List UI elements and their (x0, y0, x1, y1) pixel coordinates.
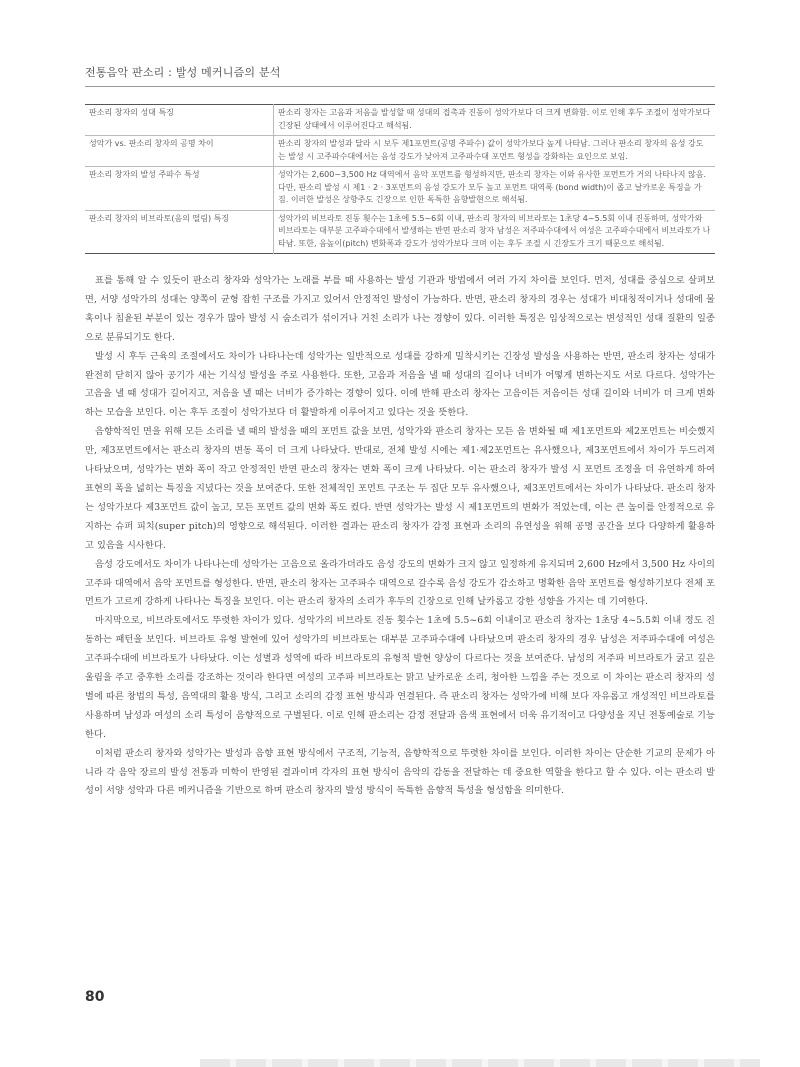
adjacent-page-strip (200, 1059, 760, 1067)
comparison-table-container (85, 104, 715, 254)
table-cell-category: 판소리 창자의 비브라토(음의 떨림) 특징 (85, 210, 274, 254)
table-cell-category: 판소리 창자의 성대 특징 (85, 105, 274, 136)
body-paragraph: 발성 시 후두 근육의 조절에서도 차이가 나타나는데 성악가는 일반적으로 성대를 강하게 밀착시키는 긴장성 발성을 사용하는 반면, 판소리 창자는 성대가 완전히 닫히지 않아 공기가 새는 기식성 발성을 주로 사용한다. 또한, 고음과 저음을 낼 때 성대의 길이나 너비가 어떻게 변하는지도 서로 다르다. 성악가는 고음을 낼 때 성대가 길어지고, 저음을 낼 때는 너비가 증가하는 경향이 있다. 이에 반해 판소리 창자는 고음이든 저음이든 성대 길이와 너비가 더 크게 변화하는 모습을 보인다. 이는 후두 조절이 성악가보다 더 활발하게 이루어지고 있다는 것을 뜻한다. (85, 350, 715, 419)
table-row (85, 105, 715, 136)
body-paragraph: 음성 강도에서도 차이가 나타나는데 성악가는 고음으로 올라가더라도 음성 강도의 변화가 크지 않고 일정하게 유지되며 2,600 Hz에서 3,500 Hz 사이의 고주파 대역에서 음악 포먼트를 형성한다. 반면, 판소리 창자는 고주파수 대역으로 갈수록 음성 강도가 감소하고 명확한 음악 포먼트를 형성하기보다 전체 포먼트가 고르게 강하게 나타나는 특징을 보인다. 이는 판소리 창자의 소리가 후두의 긴장으로 인해 날카롭고 강한 성향을 가지는 데 기여한다. (85, 558, 715, 608)
running-header: 전통음악 판소리 : 발성 메커니즘의 분석 (85, 66, 281, 79)
body-text (85, 272, 715, 801)
body-paragraph: 마지막으로, 비브라토에서도 뚜렷한 차이가 있다. 성악가의 비브라토 진동 횟수는 1초에 5.5~6회 이내이고 판소리 창자는 1초당 4~5.5회 이내 정도 진동하는 패턴을 보인다. 비브라토 유형 발현에 있어 성악가의 비브라토는 대부분 고주파수대에 나타났으며 판소리 창자의 경우 남성은 저주파수대에 여성은 고주파수대에 비브라토가 나타났다. 이는 성별과 성역에 따라 비브라토의 유형적 발현 양상이 다르다는 것을 보여준다. 남성의 저주파 비브라토가 굵고 깊은 울림을 주고 중후한 소리를 강조하는 것이라 한다면 여성의 고주파 비브라토는 맑고 날카로운 소리, 청아한 느낌을 주는 것으로 이 차이는 판소리 창자의 성별에 따른 창법의 특성, 음역대의 활용 방식, 그리고 소리의 감정 표현 방식과 연결된다. 즉 판소리 창자는 성악가에 비해 보다 자유롭고 개성적인 비브라토를 사용하며 남성과 여성의 소리 특성이 음향적으로 구별된다. 이로 인해 판소리는 감정 전달과 음색 표현에서 더욱 유기적이고 다양성을 지닌 전통예술로 기능한다. (85, 615, 715, 740)
table-cell-description: 판소리 창자의 발성과 달라 시 보두 제1포먼트(공명 주파수) 값이 성악가보다 높게 나타남. 그러나 판소리 창자의 음성 강도는 발성 시 고주파수대에서는 음성 강도가 낮아져 고주파수대 포먼트 형성을 강화하는 요인으로 보임. (274, 136, 716, 167)
body-paragraph: 음향학적인 면을 위해 모든 소리를 낼 때의 발성을 때의 포먼트 값을 보면, 성악가와 판소리 창자는 모든 음 변화될 때 제1포먼트와 제2포먼트는 비슷했지만, 제3포먼트에서는 판소리 창자의 변동 폭이 더 크게 나타났다. 반대로, 전체 발성 시에는 제1·제2포먼트는 유사했으나, 제3포먼트에서 차이가 두드러져 나타났으며, 성악가는 변화 폭이 작고 안정적인 반면 판소리 창자는 변화 폭이 크게 나타났다. 이는 판소리 창자가 발성 시 포먼트 조정을 더 유연하게 하여 표현의 폭을 넓히는 특징을 지녔다는 것을 보여준다. 또한 전체적인 포먼트 구조는 두 집단 모두 유사했으나, 제3포먼트에서는 차이가 나타났다. 판소리 창자는 성악가보다 제3포먼트 값이 높고, 모든 포먼트 값의 변화 폭도 컸다. 반면 성악가는 발성 시 제1포먼트의 변화가 적었는데, 이는 큰 높이를 안정적으로 유지하는 슈퍼 피치(super pitch)의 영향으로 해석된다. 이러한 결과는 판소리 창자가 감정 표현과 소리의 유연성을 위해 공명 공간을 보다 다양하게 활용하고 있음을 시사한다. (85, 426, 715, 551)
table-row (85, 167, 715, 211)
table-cell-category: 판소리 창자의 발성 주파수 특성 (85, 167, 274, 211)
table-cell-description: 성악가의 비브라토 진동 횟수는 1초에 5.5~6회 이내, 판소리 창자의 비브라토는 1초당 4~5.5회 이내 진동하며, 성악가와 비브라토는 대부분 고주파수대에서 발생하는 반면 판소리 창자 남성은 저주파수대에서 여성은 고주파수대에서 비브라토가 나타남. 또한, 음높이(pitch) 변화폭과 강도가 성악가보다 크며 이는 후두 조절 시 긴장도가 크기 때문으로 해석됨. (278, 213, 711, 248)
body-paragraph: 표를 통해 알 수 있듯이 판소리 창자와 성악가는 노래를 부를 때 사용하는 발성 기관과 방법에서 여러 가지 차이를 보인다. 먼저, 성대를 중심으로 살펴보면, 서양 성악가의 성대는 양쪽이 균형 잡힌 구조를 가지고 있어서 안정적인 발성이 가능하다. 반면, 판소리 창자의 경우는 성대가 비대칭적이거나 성대에 물혹이나 침윤된 부분이 있는 경우가 많아 발성 시 숨소리가 섞이거나 거친 소리가 나는 경향이 있다. 이러한 특징은 임상적으로는 변성적인 성대 질환의 일종으로 분류되기도 한다. (85, 275, 715, 343)
table-row (85, 210, 715, 254)
table-cell-category: 성악가 vs. 판소리 창자의 공명 차이 (85, 136, 274, 167)
table-row (85, 136, 715, 167)
comparison-table (85, 104, 715, 254)
table-cell-description: 성악가는 2,600~3,500 Hz 대역에서 음악 포먼트를 형성하지만, 판소리 창자는 이와 유사한 포먼트가 거의 나타나지 않음. 다만, 판소리 발성 시 제1 · 2 · 3포먼트의 음성 강도가 모두 높고 포먼트 대역폭 (bond width)이 좁고 날카로운 특징을 가짐. 이러한 발성은 상향주도 긴장으로 인한 독특한 음향발현으로 해석됨. (274, 167, 716, 211)
header-divider (85, 86, 715, 87)
page-number: 80 (85, 989, 105, 1005)
body-paragraph: 이처럼 판소리 창자와 성악가는 발성과 음향 표현 방식에서 구조적, 기능적, 음향학적으로 뚜렷한 차이를 보인다. 이러한 차이는 단순한 기교의 문제가 아니라 각 음악 장르의 발성 전통과 미학이 반영된 결과이며 각자의 표현 방식이 음악의 감동을 전달하는 데 중요한 역할을 한다고 할 수 있다. 이는 판소리 발성이 서양 성악과 다른 메커니즘을 기반으로 하며 판소리 창자의 발성 방식이 독특한 음향적 특성을 형성함을 의미한다. (85, 747, 715, 797)
table-cell-description: 판소리 창자는 고음과 저음을 발성할 때 성대의 접촉과 진동이 성악가보다 더 크게 변화함. 이로 인해 후두 조절이 성악가보다 긴장된 상태에서 이루어진다고 해석됨. (274, 105, 716, 136)
